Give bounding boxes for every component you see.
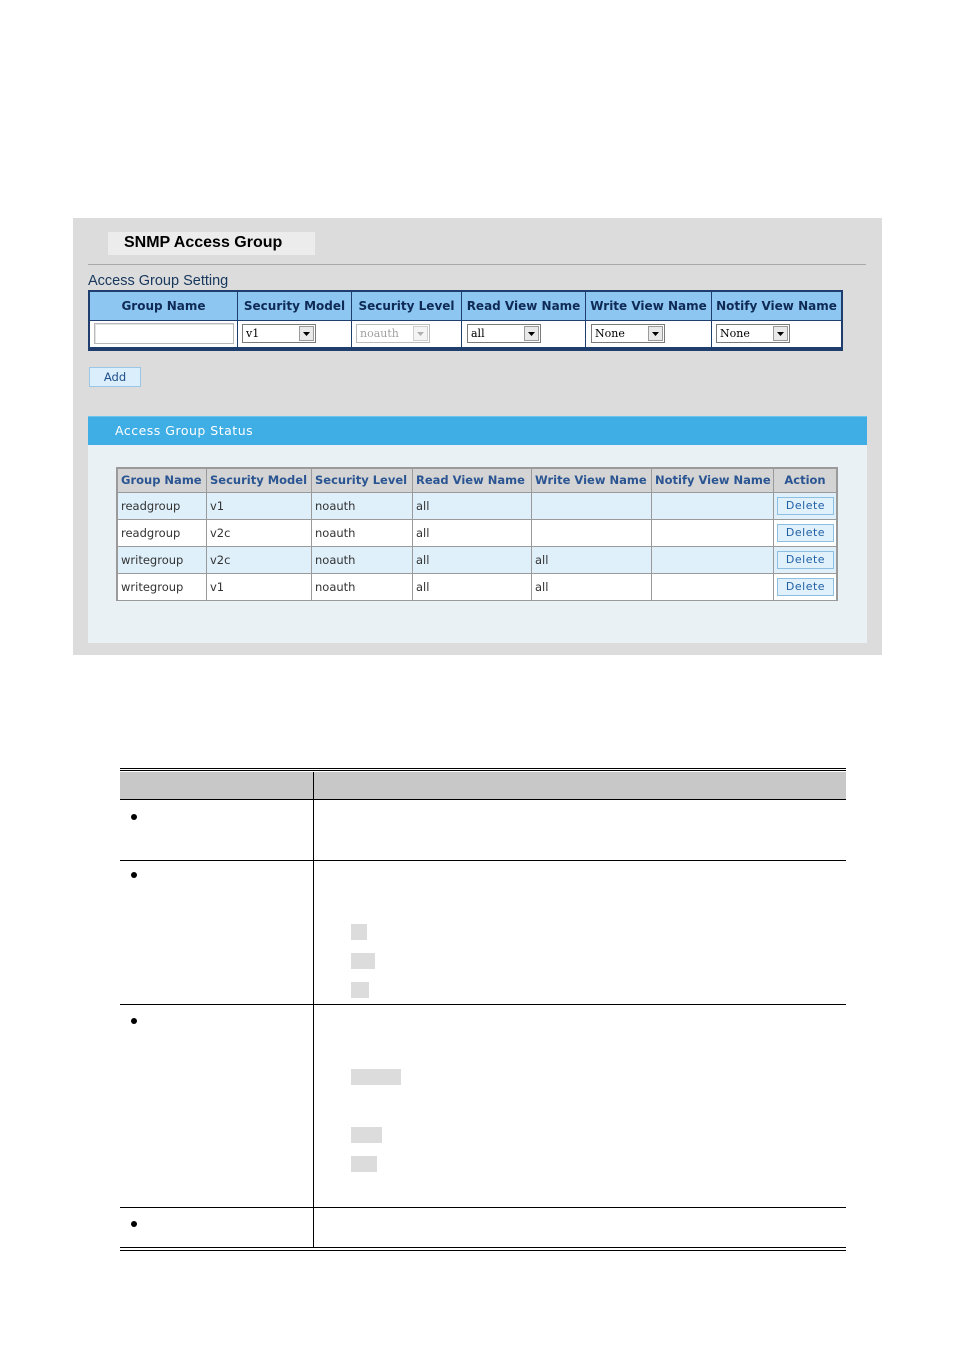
status-header-read-view-name: Read View Name [413,469,532,492]
table-row [118,519,836,546]
row-read-view: all [413,547,532,573]
cell-group-name [90,321,238,347]
chevron-down-icon [299,326,314,341]
row-security-level: noauth [312,493,413,519]
row-write-view: all [532,574,652,600]
access-group-status-header [88,416,867,445]
value-chip [351,953,375,969]
access-group-status-title: Access Group Status [115,423,254,438]
read-view-select[interactable] [467,324,541,343]
cell-write-view [586,321,712,347]
chevron-down-icon [773,326,788,341]
chevron-down-icon [413,326,428,341]
security-level-select[interactable] [356,324,430,343]
cell-notify-view [712,321,841,347]
bullet-icon [131,1018,137,1024]
row-security-level: noauth [312,520,413,546]
row-divider [120,1004,846,1005]
row-group-name: readgroup [118,493,207,519]
access-group-setting-title: Access Group Setting [88,273,229,289]
write-view-select[interactable] [591,324,665,343]
header-read-view-name: Read View Name [462,292,586,320]
header-security-model: Security Model [238,292,352,320]
read-view-value: all [471,327,485,340]
row-security-level: noauth [312,574,413,600]
cell-read-view [462,321,586,347]
security-model-value: v1 [246,327,260,340]
header-group-name: Group Name [90,292,238,320]
row-action [774,520,836,546]
security-model-select[interactable] [242,324,316,343]
value-chip [351,1156,377,1172]
access-group-status-body [88,445,867,643]
row-security-level: noauth [312,547,413,573]
row-notify-view [652,547,774,573]
status-header-notify-view-name: Notify View Name [652,469,774,492]
row-action [774,547,836,573]
title-divider [88,264,866,265]
chevron-down-icon [648,326,663,341]
row-notify-view [652,493,774,519]
description-table [120,768,846,1252]
status-header-security-model: Security Model [207,469,312,492]
row-read-view: all [413,574,532,600]
row-notify-view [652,520,774,546]
value-chip [351,924,367,940]
delete-button[interactable]: Delete [777,524,834,542]
row-divider [120,860,846,861]
row-write-view: all [532,547,652,573]
access-group-setting-table [88,290,843,351]
security-level-value: noauth [360,327,399,340]
chevron-down-icon [524,326,539,341]
value-chip [351,1127,382,1143]
notify-view-select[interactable] [716,324,790,343]
status-header-security-level: Security Level [312,469,413,492]
page-title: SNMP Access Group [124,234,283,251]
bullet-icon [131,1221,137,1227]
status-header-write-view-name: Write View Name [532,469,652,492]
column-divider [313,772,314,1248]
row-group-name: readgroup [118,520,207,546]
row-divider [120,1207,846,1208]
value-chip [351,1069,401,1085]
row-write-view [532,493,652,519]
row-action [774,574,836,600]
delete-button[interactable]: Delete [777,551,834,569]
row-read-view: all [413,493,532,519]
access-group-status-table [116,467,838,601]
group-name-input[interactable] [94,323,234,344]
row-notify-view [652,574,774,600]
row-security-model: v2c [207,547,312,573]
table-top-border [120,768,846,771]
bullet-icon [131,814,137,820]
status-header-group-name: Group Name [118,469,207,492]
header-security-level: Security Level [352,292,462,320]
add-button[interactable]: Add [89,367,141,387]
status-header-action: Action [774,469,836,492]
table-row [118,546,836,573]
value-chip [351,982,369,998]
cell-security-model [238,321,352,347]
row-group-name: writegroup [118,574,207,600]
cell-security-level [352,321,462,347]
table-bottom-border [120,1247,846,1251]
snmp-access-group-panel [73,218,882,655]
table-row [118,573,836,600]
row-write-view [532,520,652,546]
table-row [118,492,836,519]
row-security-model: v1 [207,493,312,519]
header-notify-view-name: Notify View Name [712,292,841,320]
write-view-value: None [595,327,625,340]
row-action [774,493,836,519]
notify-view-value: None [720,327,750,340]
delete-button[interactable]: Delete [777,497,834,515]
row-security-model: v1 [207,574,312,600]
table-header-row [120,772,846,800]
row-security-model: v2c [207,520,312,546]
row-group-name: writegroup [118,547,207,573]
row-read-view: all [413,520,532,546]
bullet-icon [131,872,137,878]
header-write-view-name: Write View Name [586,292,712,320]
delete-button[interactable]: Delete [777,578,834,596]
